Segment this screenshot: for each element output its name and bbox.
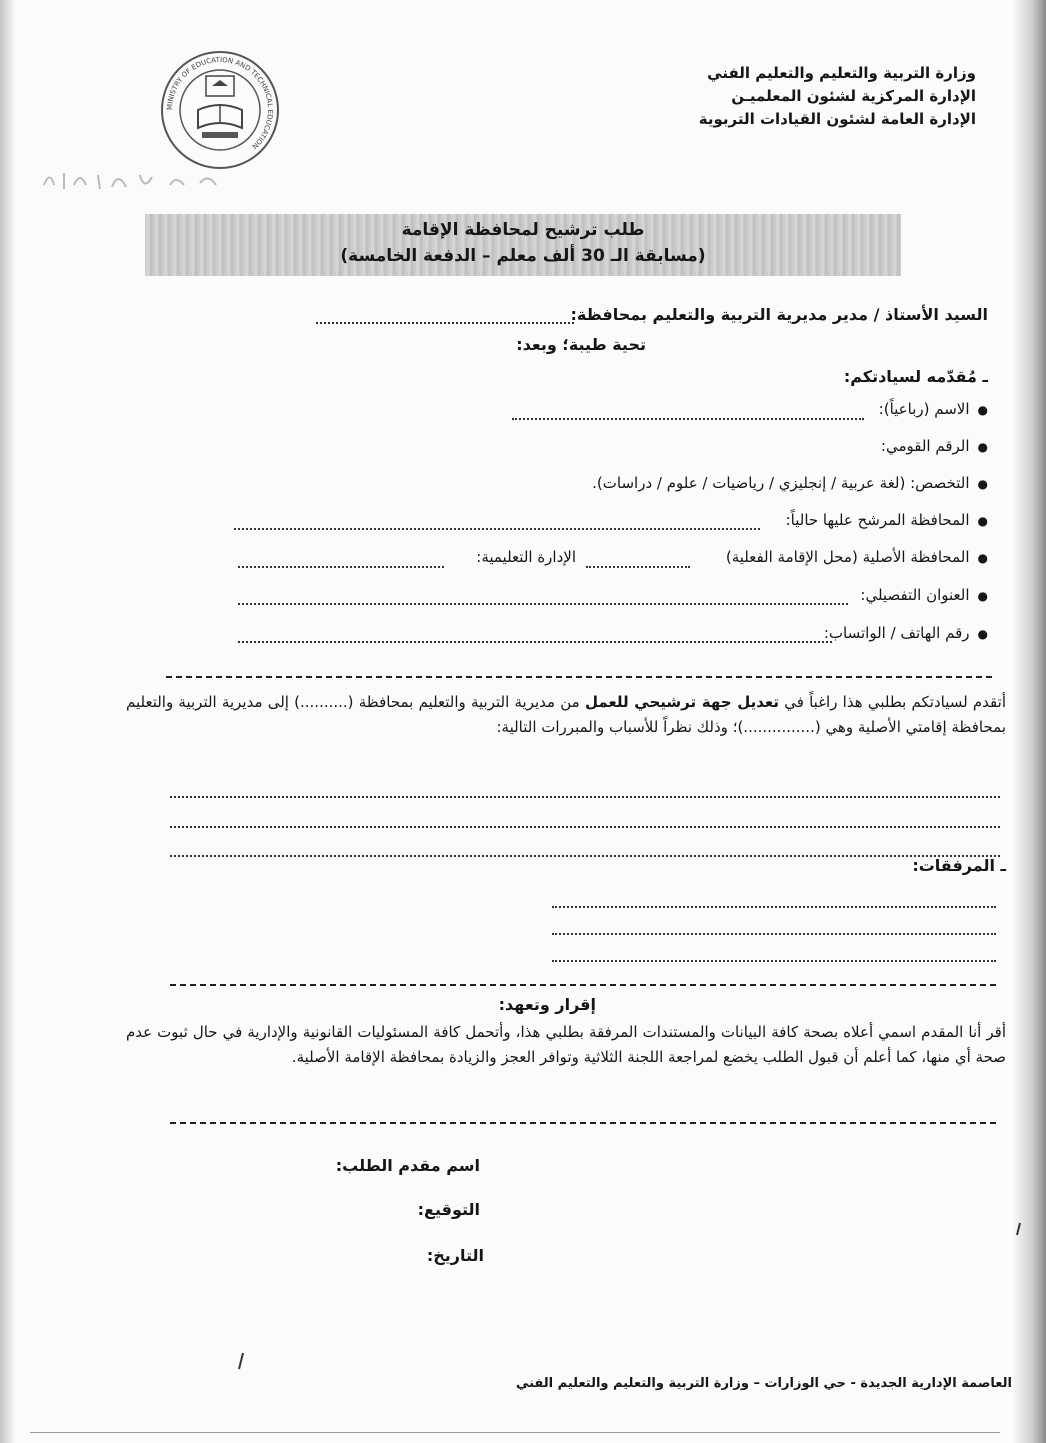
- addressee: السيد الأستاذ / مدير مديرية التربية والتعليم بمحافظة:: [570, 305, 988, 324]
- signature-label: التوقيع:: [417, 1200, 480, 1219]
- ink-mark: [1014, 1222, 1024, 1236]
- svg-text:MINISTRY OF EDUCATION AND TECH: MINISTRY OF EDUCATION AND TECHNICAL EDUCATION: [165, 55, 275, 151]
- field-national-id-label: [881, 437, 988, 455]
- reasons-dots-3: [170, 855, 1000, 857]
- field-address-label: [860, 586, 988, 604]
- bullet-icon: ●: [977, 477, 988, 491]
- handwritten-marks: [40, 165, 250, 195]
- scan-left-shadow: [0, 0, 16, 1443]
- ministry-seal-logo: [158, 48, 282, 172]
- field-phone-label: [824, 624, 988, 642]
- applicant-name-label: اسم مقدم الطلب:: [335, 1156, 480, 1175]
- attachments-label: ـ المرفقات:: [912, 856, 1006, 875]
- central-administration: الإدارة المركزية لشئون المعلميـن: [731, 87, 976, 105]
- declaration-title: إقرار وتعهد:: [498, 995, 596, 1014]
- attachments-dots-1: [552, 906, 996, 908]
- form-subtitle: (مسابقة الـ 30 ألف معلم – الدفعة الخامسة): [340, 246, 706, 266]
- ink-mark: [236, 1352, 246, 1370]
- field-nominated-governorate-text: المحافظة المرشح عليها حالياً:: [785, 511, 970, 529]
- field-original-governorate-text: المحافظة الأصلية (محل الإقامة الفعلية): [725, 548, 970, 566]
- footer-line: [30, 1432, 1000, 1433]
- footer-address: العاصمة الإدارية الجديدة - حي الوزارات – وزارة التربية والتعليم والتعليم الفني: [515, 1376, 1012, 1391]
- attachments-dots-2: [552, 933, 996, 935]
- bullet-icon: ●: [977, 403, 988, 417]
- bullet-icon: ●: [977, 589, 988, 603]
- reasons-dots-2: [170, 826, 1000, 828]
- separator-line-3: [170, 1122, 996, 1124]
- addressee-governorate-dots: [316, 322, 574, 324]
- reasons-dots-1: [170, 796, 1000, 798]
- field-original-governorate-label: [726, 548, 988, 566]
- bullet-icon: ●: [977, 551, 988, 565]
- bullet-icon: ●: [977, 440, 988, 454]
- declaration-text: أقر أنا المقدم اسمي أعلاه بصحة كافة البيانات والمستندات المرفقة بطلبي هذا، وأتحمل كافة المسئوليات القانونية والإدارية في حال ثبوت عدم صحة أي منها، كما أعلم أن قبول الطلب يخضع لمراجعة اللجنة الثلاثية وتوافر العجز والزيادة بمحافظة الإقامة الأصلية.: [126, 1023, 1006, 1066]
- field-nominated-governorate-label: [786, 511, 988, 529]
- bullet-icon: ●: [977, 514, 988, 528]
- general-administration: الإدارة العامة لشئون القيادات التربوية: [698, 110, 976, 128]
- field-edu-administration-label: الإدارة التعليمية:: [476, 548, 576, 566]
- separator-line: [166, 676, 992, 678]
- presented-by-label: ـ مُقدّمه لسيادتكم:: [843, 367, 988, 386]
- bullet-icon: ●: [977, 627, 988, 641]
- field-address-text: العنوان التفصيلي:: [860, 586, 970, 604]
- attachments-dots-3: [552, 960, 996, 962]
- greeting: تحية طيبة؛ وبعد:: [516, 335, 646, 354]
- separator-line-2: [170, 984, 996, 986]
- field-phone-dots: [238, 641, 832, 643]
- field-specialization-text: التخصص: (لغة عربية / إنجليزي / رياضيات / علوم / دراسات).: [592, 474, 970, 492]
- field-name-text: الاسم (رباعياً):: [878, 400, 970, 418]
- request-text-end: من مديرية التربية والتعليم بمحافظة (..........) إلى مديرية التربية والتعليم بمحافظة إقامتي الأصلية وهي (...............)؛ وذلك نظراً للأسباب والمبررات التالية:: [126, 693, 1006, 736]
- date-label: التاريخ:: [426, 1246, 484, 1265]
- request-paragraph: [126, 690, 1006, 740]
- field-name-label: [879, 400, 988, 418]
- field-specialization-label: [592, 474, 988, 492]
- field-phone-text: رقم الهاتف / الواتساب:: [823, 624, 970, 642]
- field-original-governorate-dots: [586, 566, 690, 568]
- form-title: طلب ترشيح لمحافظة الإقامة: [401, 220, 645, 240]
- field-edu-administration-dots: [238, 566, 444, 568]
- field-name-dots: [512, 418, 864, 420]
- field-nominated-governorate-dots: [234, 528, 760, 530]
- request-text-bold: تعديل جهة ترشيحي للعمل: [584, 693, 780, 711]
- ministry-name: وزارة التربية والتعليم والتعليم الفني: [707, 64, 976, 82]
- request-text-start: أتقدم لسيادتكم بطلبي هذا راغباً في: [784, 693, 1006, 711]
- field-address-dots: [238, 603, 848, 605]
- field-national-id-text: الرقم القومي:: [880, 437, 970, 455]
